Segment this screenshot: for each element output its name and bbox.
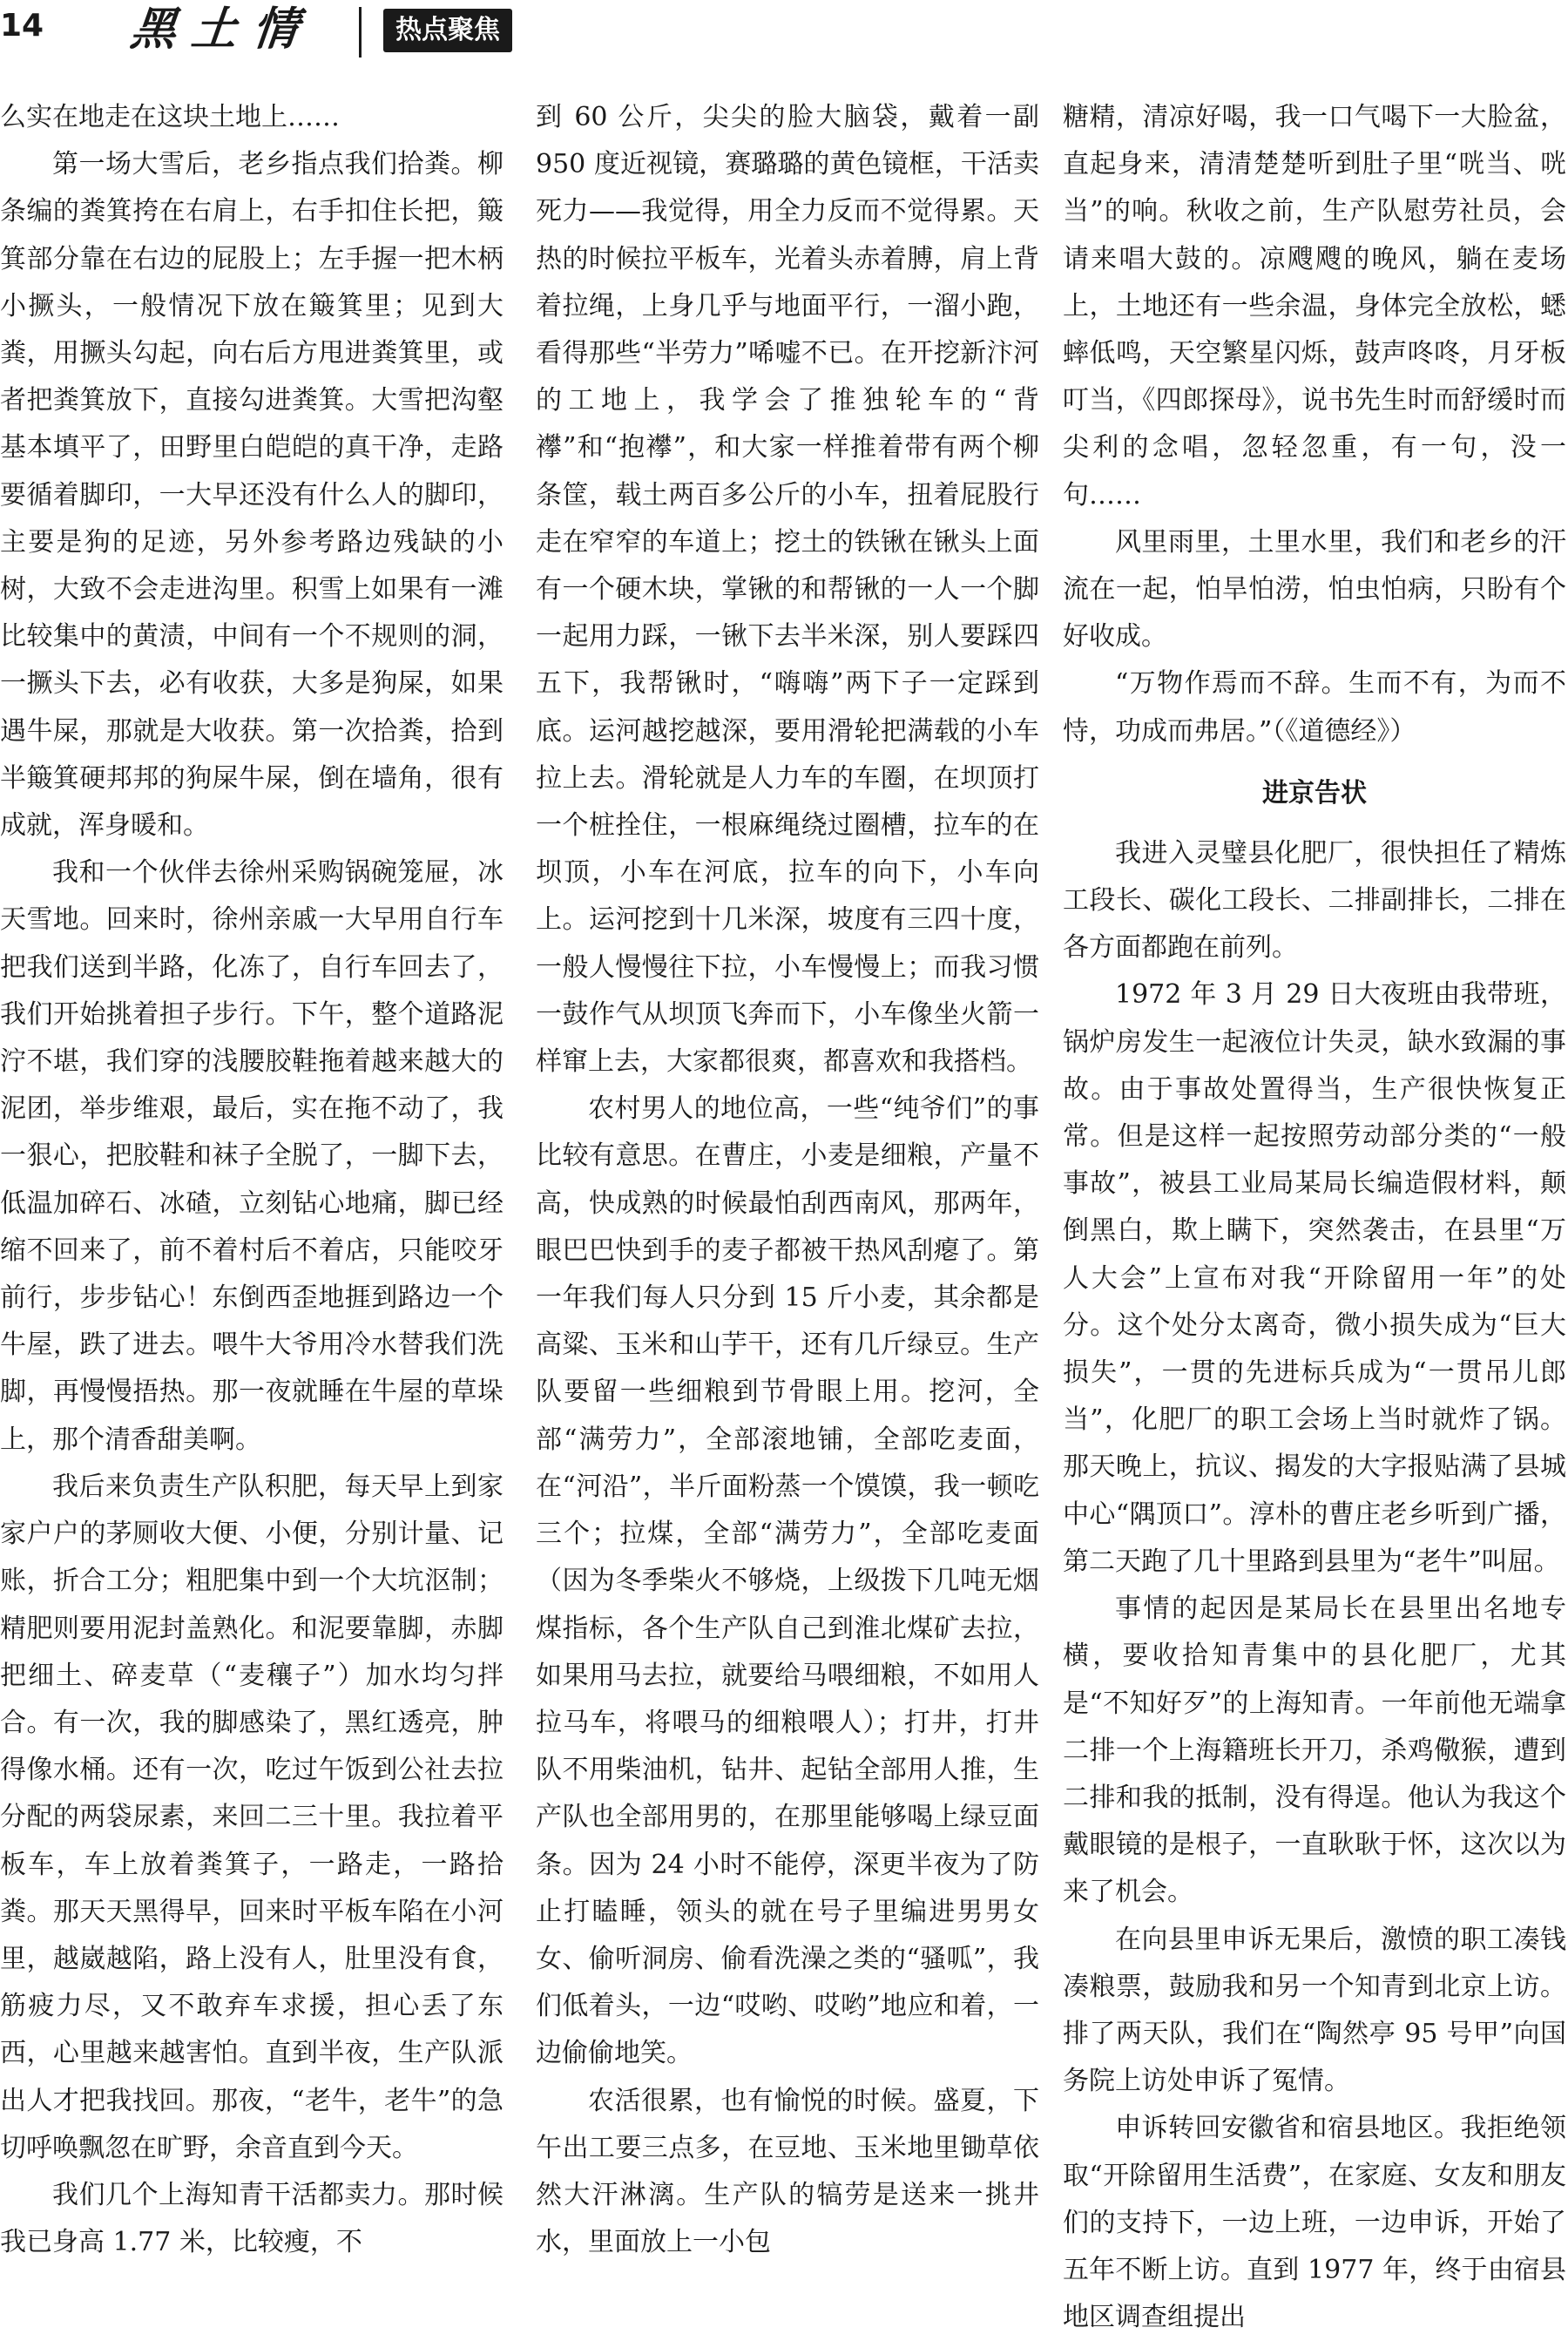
paragraph: 我们几个上海知青干活都卖力。那时候我已身高 1.77 米，比较瘦，不 [0,2179,504,2258]
masthead-title: 黑土情 [127,3,317,56]
paragraph: 我后来负责生产队积肥，每天早上到家家户户的茅厕收大便、小便，分别计量、记账，折合工分；粗肥集中到一个大坑沤制；精肥则要用泥封盖熟化。和泥要靠脚，赤脚把细土、碎麦草（“麦穰子”）加水均匀拌合。有一次，我的脚感染了，黑红透亮，肿得像水桶。还有一次，吃过午饭到公社去拉分配的两袋尿素，来回二三十里。我拉着平板车，车上放着粪箕子，一路走，一路拾粪。那天天黑得早，回来时平板车陷在小河里，越崴越陷，路上没有人，肚里没有食，筋疲力尽，又不敢弃车求援，担心丢了东西，心里越来越害怕。直到半夜，生产队派出人才把我找回。那夜，“老牛，老牛”的急切呼唤飘忽在旷野，余音直到今天。 [0,1471,504,2163]
article-column-3 [1063,94,1566,2333]
paragraph: 糖精，清凉好喝，我一口气喝下一大脸盆，直起身来，清清楚楚听到肚子里“咣当、咣当”的响。秋收之前，生产队慰劳社员，会请来唱大鼓的。凉飕飕的晚风，躺在麦场上，土地还有一些余温，身体完全放松，蟋蟀低鸣，天空繁星闪烁，鼓声咚咚，月牙板叮当，《四郎探母》，说书先生时而舒缓时而尖利的念唱，忽轻忽重，有一句，没一句…… [1063,102,1566,511]
paragraph: 到 60 公斤，尖尖的脸大脑袋，戴着一副 950 度近视镜，赛璐璐的黄色镜框，干活卖死力——我觉得，用全力反而不觉得累。天热的时候拉平板车，光着头赤着膊，肩上背着拉绳，上身几乎与地面平行，一溜小跑，看得那些“半劳力”唏嘘不已。在开挖新汴河的工地上，我学会了推独轮车的“背襻”和“抱襻”，和大家一样推着带有两个柳条筐，载土两百多公斤的小车，扭着屁股行走在窄窄的车道上；挖土的铁锹在锹头上面有一个硬木块，掌锹的和帮锹的一人一个脚一起用力踩，一锹下去半米深，别人要踩四五下，我帮锹时，“嗨嗨”两下子一定踩到底。运河越挖越深，要用滑轮把满载的小车拉上去。滑轮就是人力车的车圈，在坝顶打一个桩拴住，一根麻绳绕过圈槽，拉车的在坝顶，小车在河底，拉车的向下，小车向上。运河挖到十几米深，坡度有三四十度，一般人慢慢往下拉，小车慢慢上；而我习惯一鼓作气从坝顶飞奔而下，小车像坐火箭一样窜上去，大家都很爽，都喜欢和我搭档。 [536,102,1039,1078]
paragraph: 农活很累，也有愉悦的时候。盛夏，下午出工要三点多，在豆地、玉米地里锄草依然大汗淋漓。生产队的犒劳是送来一挑井水，里面放上一小包 [536,2085,1039,2258]
header-divider [359,7,362,58]
paragraph: 在向县里申诉无果后，激愤的职工凑钱凑粮票，鼓励我和另一个知青到北京上访。排了两天队，我们在“陶然亭 95 号甲”向国务院上访处申诉了冤情。 [1063,1924,1566,2097]
article-column-2 [536,94,1039,2258]
paragraph: 事情的起因是某局长在县里出名地专横，要收拾知青集中的县化肥厂，尤其是“不知好歹”的上海知青。一年前他无端拿二排一个上海籍班长开刀，杀鸡儆猴，遭到二排和我的抵制，没有得逞。他认为我这个戴眼镜的是根子，一直耿耿于怀，这次以为来了机会。 [1063,1593,1566,1908]
paragraph: 么实在地走在这块土地上…… [0,102,340,132]
paragraph: 1972 年 3 月 29 日大夜班由我带班，锅炉房发生一起液位计失灵，缺水致漏的事故。由于事故处置得当，生产很快恢复正常。但是这样一起按照劳动部分类的“一般事故”，被县工业局某局长编造假材料，颠倒黑白，欺上瞒下，突然袭击，在县里“万人大会”上宣布对我“开除留用一年”的处分。这个处分太离奇，微小损失成为“巨大损失”，一贯的先进标兵成为“一贯吊儿郎当”，化肥厂的职工会场上当时就炸了锅。那天晚上，抗议、揭发的大字报贴满了县城中心“隅顶口”。淳朴的曹庄老乡听到广播，第二天跑了几十里路到县里为“老牛”叫屈。 [1063,979,1566,1577]
paragraph: 第一场大雪后，老乡指点我们拾粪。柳条编的粪箕挎在右肩上，右手扣住长把，簸箕部分靠在右边的屁股上；左手握一把木柄小撅头，一般情况下放在簸箕里；见到大粪，用撅头勾起，向右后方甩进粪箕里，或者把粪箕放下，直接勾进粪箕。大雪把沟壑基本填平了，田野里白皑皑的真干净，走路要循着脚印，一大早还没有什么人的脚印，主要是狗的足迹，另外参考路边残缺的小树，大致不会走进沟里。积雪上如果有一滩比较集中的黄渍，中间有一个不规则的洞，一撅头下去，必有收获，大多是狗屎，如果遇牛屎，那就是大收获。第一次拾粪，拾到半簸箕硬邦邦的狗屎牛屎，倒在墙角，很有成就，浑身暖和。 [0,149,504,842]
paragraph: 申诉转回安徽省和宿县地区。我拒绝领取“开除留用生活费”，在家庭、女友和朋友们的支持下，一边上班，一边申诉，开始了五年不断上访。直到 1977 年，终于由宿县地区调查组提出 [1063,2113,1566,2333]
paragraph: 农村男人的地位高，一些“纯爷们”的事比较有意思。在曹庄，小麦是细粮，产量不高，快成熟的时候最怕刮西南风，那两年，眼巴巴快到手的麦子都被干热风刮瘪了。第一年我们每人只分到 15 斤小麦，其余都是高粱、玉米和山芋干，还有几斤绿豆。生产队要留一些细粮到节骨眼上用。挖河，全部“满劳力”，全部滚地铺，全部吃麦面，在“河沿”，半斤面粉蒸一个馍馍，我一顿吃三个；拉煤，全部“满劳力”，全部吃麦面（因为冬季柴火不够烧，上级拨下几吨无烟煤指标，各个生产队自己到淮北煤矿去拉，如果用马去拉，就要给马喂细粮，不如用人拉马车，将喂马的细粮喂人）；打井，打井队不用柴油机，钻井、起钻全部用人推，生产队也全部用男的，在那里能够喝上绿豆面条。因为 24 小时不能停，深更半夜为了防止打瞌睡，领头的就在号子里编进男男女女、偷听洞房、偷看洗澡之类的“骚呱”，我们低着头，一边“哎哟、哎哟”地应和着，一边偷偷地笑。 [536,1093,1039,2069]
section-subheading: 进京告状 [1262,777,1367,809]
paragraph: “万物作焉而不辞。生而不有，为而不恃，功成而弗居。”（《道德经》） [1063,668,1566,747]
page-header [0,0,1568,61]
paragraph: 风里雨里，土里水里，我们和老乡的汗流在一起，怕旱怕涝，怕虫怕病，只盼有个好收成。 [1063,526,1566,653]
article-column-1 [0,94,504,2258]
paragraph: 我和一个伙伴去徐州采购锅碗笼屉，冰天雪地。回来时，徐州亲戚一大早用自行车把我们送到半路，化冻了，自行车回去了，我们开始挑着担子步行。下午，整个道路泥泞不堪，我们穿的浅腰胶鞋拖着越来越大的泥团，举步维艰，最后，实在拖不动了，我一狠心，把胶鞋和袜子全脱了，一脚下去，低温加碎石、冰碴，立刻钻心地痛，脚已经缩不回来了，前不着村后不着店，只能咬牙前行，步步钻心！东倒西歪地捱到路边一个牛屋，跌了进去。喂牛大爷用冷水替我们洗脚，再慢慢捂热。那一夜就睡在牛屋的草垛上，那个清香甜美啊。 [0,857,504,1455]
section-label: 热点聚焦 [383,9,512,52]
page-number: 14 [0,8,44,44]
paragraph: 我进入灵璧县化肥厂，很快担任了精炼工段长、碳化工段长、二排副排长，二排在各方面都跑在前列。 [1063,837,1566,964]
